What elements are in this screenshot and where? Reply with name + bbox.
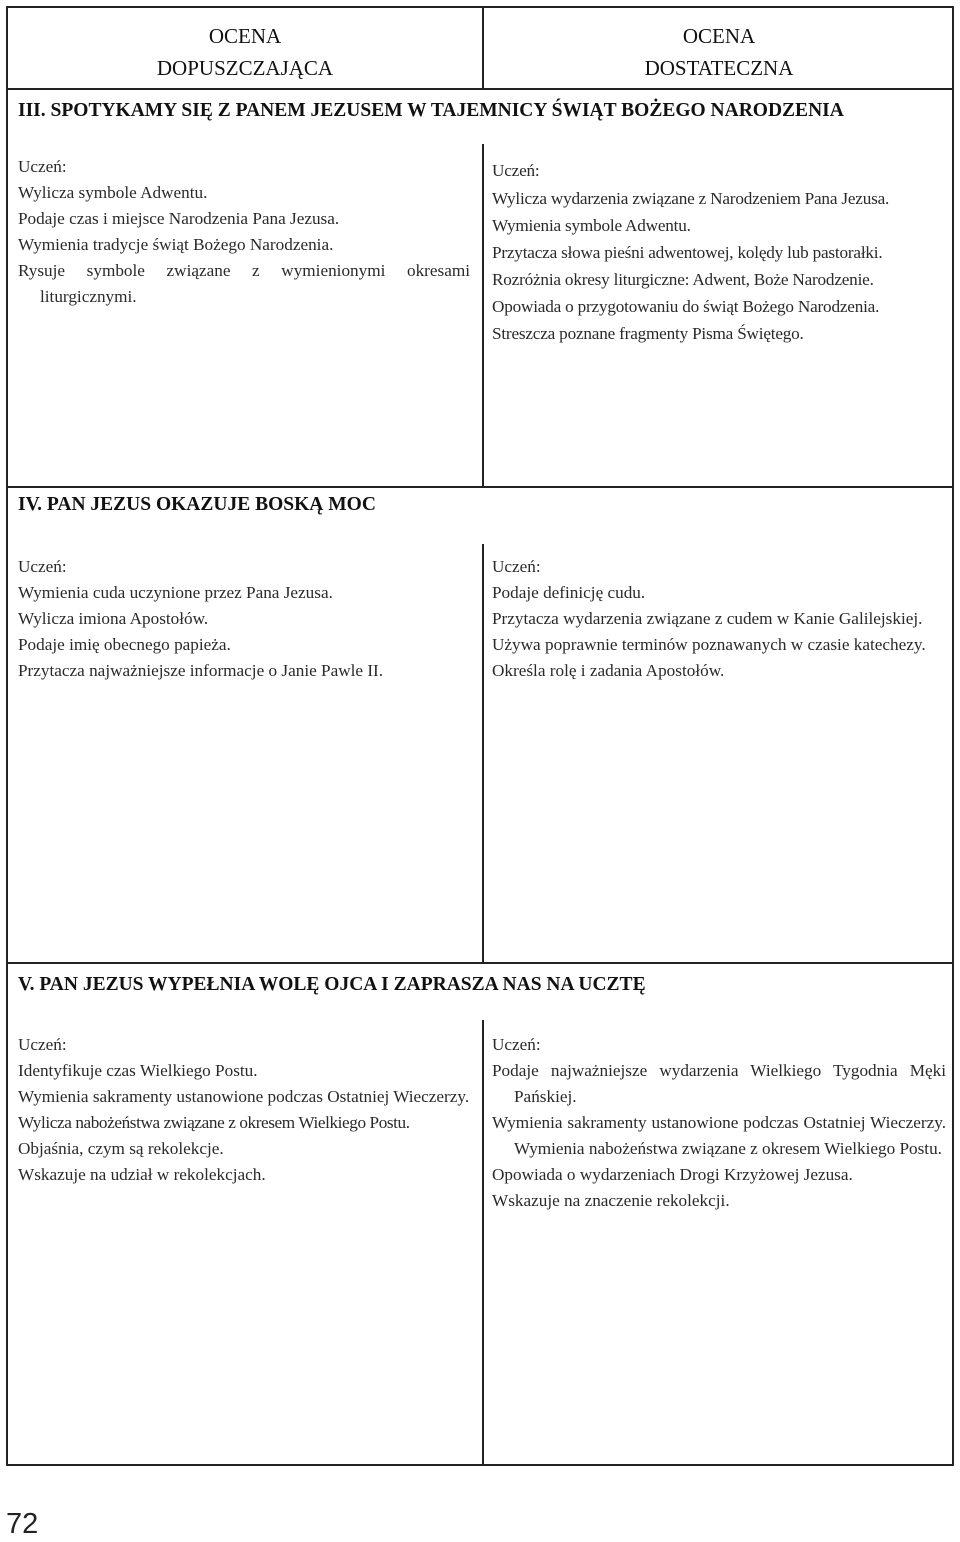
header-right-line2: DOSTATECZNA	[644, 56, 794, 80]
requirement-item: Wymienia sakramenty ustanowione podczas Ostatniej Wieczerzy.	[18, 1087, 470, 1106]
requirement-item: Wskazuje na znaczenie rekolekcji.	[492, 1191, 730, 1210]
row-divider	[8, 962, 952, 964]
requirement-item: Wylicza wydarzenia związane z Narodzeniem Pana Jezusa.	[492, 189, 890, 208]
requirement-item: Streszcza poznane fragmenty Pisma Świętego.	[492, 324, 804, 343]
requirement-item: Podaje najważniejsze wydarzenia Wielkiego Tygodnia Męki Pańskiej.	[492, 1061, 946, 1106]
requirement-item: Wymienia sakramenty ustanowione podczas Ostatniej Wieczerzy. Wymienia nabożeństwa związane z okresem Wielkiego Postu.	[492, 1113, 946, 1158]
requirement-item: Objaśnia, czym są rekolekcje.	[18, 1139, 224, 1158]
requirement-item: Opowiada o wydarzeniach Drogi Krzyżowej Jezusa.	[492, 1165, 853, 1184]
section-iii-left-cell	[18, 154, 470, 310]
requirement-item: Wymienia cuda uczynione przez Pana Jezusa.	[18, 583, 333, 602]
requirement-item: Przytacza wydarzenia związane z cudem w Kanie Galilejskiej.	[492, 609, 923, 628]
requirement-item: Rysuje symbole związane z wymienionymi okresami liturgicznymi.	[18, 261, 470, 306]
requirement-item: Wylicza symbole Adwentu.	[18, 183, 208, 202]
column-divider	[482, 544, 484, 964]
page-number: 72	[6, 1508, 39, 1540]
student-label: Uczeń:	[492, 1035, 541, 1054]
student-label: Uczeń:	[18, 157, 67, 176]
row-divider	[8, 486, 952, 488]
section-v-right-cell	[492, 1032, 946, 1214]
requirement-item: Wylicza imiona Apostołów.	[18, 609, 209, 628]
requirement-item: Wymienia tradycje świąt Bożego Narodzenia.	[18, 235, 334, 254]
section-title-v: V. PAN JEZUS WYPEŁNIA WOLĘ OJCA I ZAPRASZA NAS NA UCZTĘ	[18, 974, 646, 995]
student-label: Uczeń:	[18, 557, 67, 576]
header-dopuszczajaca	[8, 20, 482, 84]
requirement-item: Podaje czas i miejsce Narodzenia Pana Jezusa.	[18, 209, 340, 228]
requirement-item: Opowiada o przygotowaniu do świąt Bożego Narodzenia.	[492, 297, 880, 316]
requirement-item: Wymienia symbole Adwentu.	[492, 216, 691, 235]
requirement-item: Identyfikuje czas Wielkiego Postu.	[18, 1061, 258, 1080]
student-label: Uczeń:	[492, 557, 541, 576]
header-left-line1: OCENA	[208, 24, 282, 48]
requirement-item: Przytacza słowa pieśni adwentowej, kolędy lub pastorałki.	[492, 243, 883, 262]
section-title-iv: IV. PAN JEZUS OKAZUJE BOSKĄ MOC	[18, 494, 376, 515]
requirement-item: Rozróżnia okresy liturgiczne: Adwent, Boże Narodzenie.	[492, 270, 874, 289]
header-left-line2: DOPUSZCZAJĄCA	[156, 56, 334, 80]
section-iii-right-cell	[492, 158, 946, 347]
section-iv-left-cell	[18, 554, 470, 684]
header-dostateczna	[482, 20, 956, 84]
header-right-line1: OCENA	[682, 24, 756, 48]
requirement-item: Używa poprawnie terminów poznawanych w czasie katechezy.	[492, 635, 926, 654]
row-divider	[8, 88, 952, 90]
section-iv-right-cell	[492, 554, 946, 684]
requirement-item: Określa rolę i zadania Apostołów.	[492, 661, 725, 680]
column-divider	[482, 1020, 484, 1464]
requirement-item: Wylicza nabożeństwa związane z okresem Wielkiego Postu.	[18, 1113, 410, 1132]
student-label: Uczeń:	[18, 1035, 67, 1054]
requirement-item: Przytacza najważniejsze informacje o Janie Pawle II.	[18, 661, 384, 680]
section-title-iii: III. SPOTYKAMY SIĘ Z PANEM JEZUSEM W TAJEMNICY ŚWIĄT BOŻEGO NARODZENIA	[18, 100, 844, 121]
requirement-item: Podaje definicję cudu.	[492, 583, 646, 602]
student-label: Uczeń:	[492, 161, 540, 180]
section-v-left-cell	[18, 1032, 470, 1188]
grading-table	[6, 6, 954, 1466]
requirement-item: Podaje imię obecnego papieża.	[18, 635, 231, 654]
column-divider	[482, 144, 484, 488]
requirement-item: Wskazuje na udział w rekolekcjach.	[18, 1165, 266, 1184]
